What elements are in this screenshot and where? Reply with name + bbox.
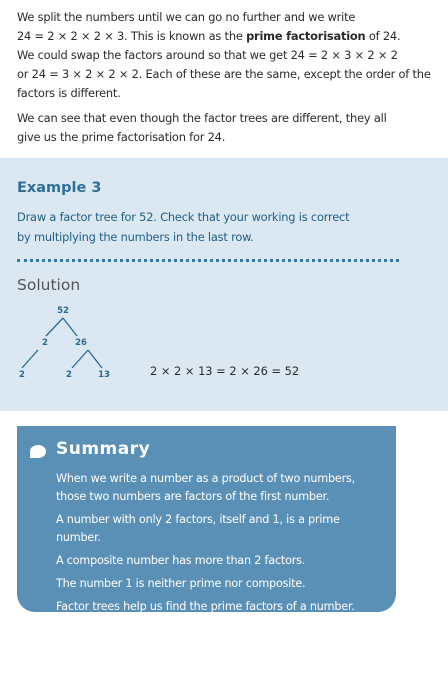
tree-node-right: 26 xyxy=(75,338,87,348)
question-line: by multiplying the numbers in the last row. xyxy=(17,230,254,244)
tree-leaf: 2 xyxy=(66,370,72,380)
intro-line xyxy=(17,27,437,46)
example-panel xyxy=(0,158,448,411)
tree-branch xyxy=(72,350,88,368)
intro-line: or 24 = 3 × 2 × 2 × 2. Each of these are the same, except the order of the xyxy=(17,67,431,81)
summary-item: A number with only 2 factors, itself and 1, is a prime number. xyxy=(56,513,340,544)
tree-branch xyxy=(46,318,63,336)
summary-list xyxy=(56,470,386,621)
tree-leaf: 13 xyxy=(98,370,110,380)
summary-item: A composite number has more than 2 factors. xyxy=(56,554,306,567)
intro-line: give us the prime factorisation for 24. xyxy=(17,130,226,144)
tree-branch xyxy=(22,350,38,368)
intro-line: We can see that even though the factor trees are different, they all xyxy=(17,111,387,125)
tree-node-root: 52 xyxy=(57,306,69,316)
tree-branch xyxy=(88,350,102,368)
speech-bubble-icon xyxy=(30,445,46,458)
summary-item: Factor trees help us find the prime factors of a number. xyxy=(56,600,355,613)
summary-item: The number 1 is neither prime nor composite. xyxy=(56,577,306,590)
tree-branch xyxy=(63,318,77,336)
summary-title: Summary xyxy=(56,439,151,459)
intro-line: We split the numbers until we can go no further and we write xyxy=(17,10,356,24)
summary-item-text: When we write a number as a product of two numbers, xyxy=(56,472,355,485)
intro-line: factors is different. xyxy=(17,86,121,100)
check-equation: 2 × 2 × 13 = 2 × 26 = 52 xyxy=(150,364,300,378)
example-title: Example 3 xyxy=(17,180,102,196)
intro-text-span: 24 = 2 × 2 × 2 × 3. This is known as the xyxy=(17,29,247,43)
summary-box xyxy=(17,426,396,612)
solution-title: Solution xyxy=(17,276,81,294)
intro-line: We could swap the factors around so that we get 24 = 2 × 3 × 2 × 2 xyxy=(17,48,398,62)
intro-text-span: of 24. xyxy=(365,29,401,43)
intro-text xyxy=(17,8,437,147)
question-line: Draw a factor tree for 52. Check that your working is correct xyxy=(17,210,350,224)
prime-factorisation-term: prime factorisation xyxy=(246,29,366,43)
tree-node-left: 2 xyxy=(42,338,48,348)
summary-item xyxy=(56,470,386,506)
summary-item-text: those two numbers are factors of the first number. xyxy=(56,490,330,503)
tree-leaf: 2 xyxy=(19,370,25,380)
